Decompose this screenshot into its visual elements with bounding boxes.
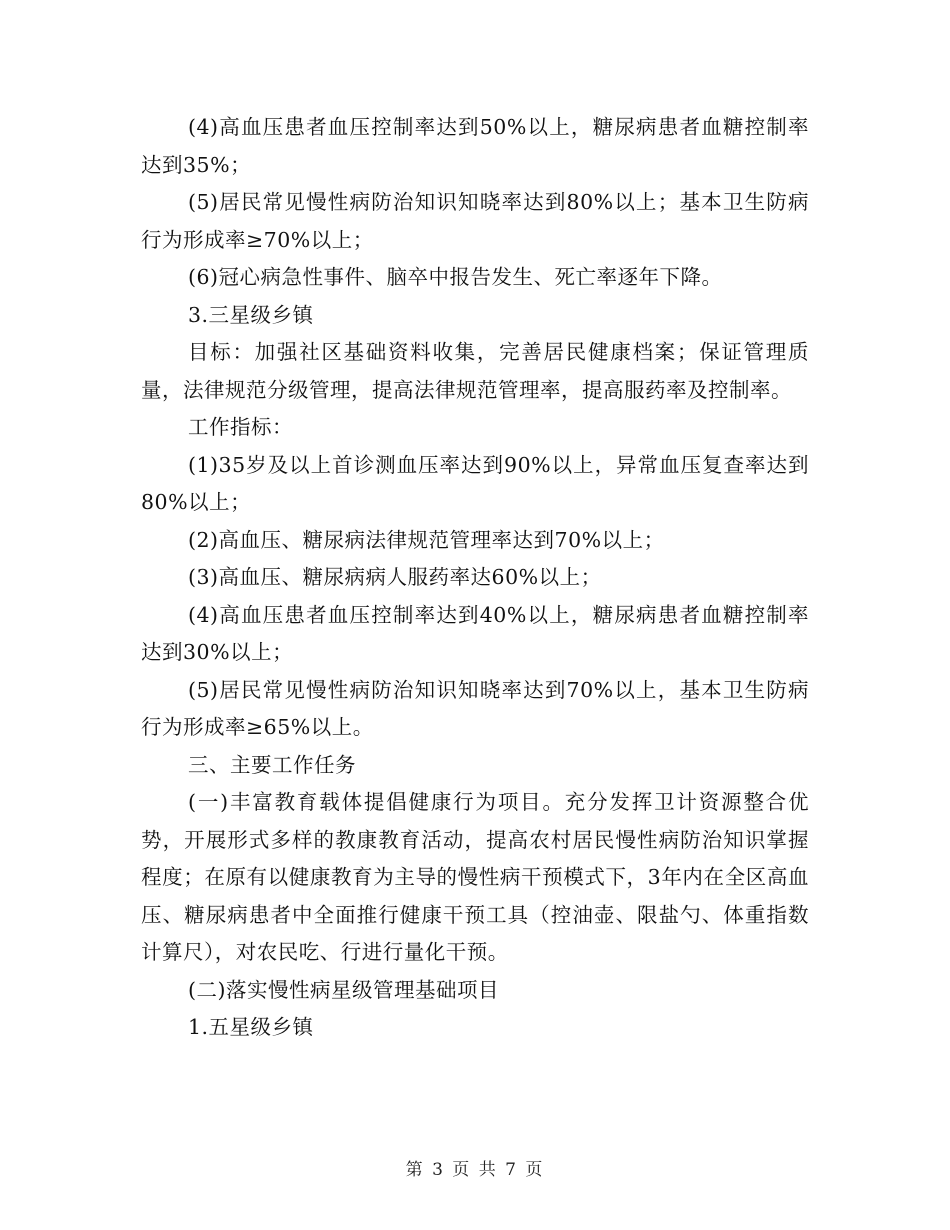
paragraph-item-4-control-rate: (4)高血压患者血压控制率达到40%以上，糖尿病患者血糖控制率达到30%以上； [141,602,809,664]
paragraph-item-3-medication: (3)高血压、糖尿病病人服药率达60%以上； [188,565,602,589]
section-heading-main-tasks: 三、主要工作任务 [188,752,356,777]
document-body [141,109,809,1047]
paragraph-work-indicators: 工作指标： [188,415,293,439]
paragraph-item-1-screening: (1)35岁及以上首诊测血压率达到90%以上，异常血压复查率达到80%以上； [141,452,809,514]
paragraph-item-2-management: (2)高血压、糖尿病法律规范管理率达到70%以上； [188,527,665,552]
section-heading-five-star: 1.五星级乡镇 [188,1015,314,1039]
paragraph-task-one: (一)丰富教育载体提倡健康行为项目。充分发挥卫计资源整合优势，开展形式多样的教康教育活动，提高农村居民慢性病防治知识掌握程度；在原有以健康教育为主导的慢性病干预模式下，3年内在全区高血压、糖尿病患者中全面推行健康干预工具（控油壶、限盐勺、体重指数计算尺），对农民吃、行进行量化干预。 [141,790,809,964]
paragraph-item-6-events: (6)冠心病急性事件、脑卒中报告发生、死亡率逐年下降。 [188,265,723,289]
paragraph-item-4-bp-control: (4)高血压患者血压控制率达到50%以上，糖尿病患者血糖控制率达到35%； [141,115,809,177]
section-heading-three-star: 3.三星级乡镇 [188,302,314,327]
paragraph-item-5-behavior: (5)居民常见慢性病防治知识知晓率达到70%以上，基本卫生防病行为形成率≥65%以上。 [141,677,809,739]
paragraph-goal: 目标：加强社区基础资料收集，完善居民健康档案；保证管理质量，法律规范分级管理，提高法律规范管理率，提高服药率及控制率。 [141,340,809,402]
paragraph-task-two: (二)落实慢性病星级管理基础项目 [188,977,499,1002]
page-number-footer: 第 3 页 共 7 页 [405,1160,545,1180]
paragraph-item-5-awareness: (5)居民常见慢性病防治知识知晓率达到80%以上；基本卫生防病行为形成率≥70%以上； [141,190,809,252]
